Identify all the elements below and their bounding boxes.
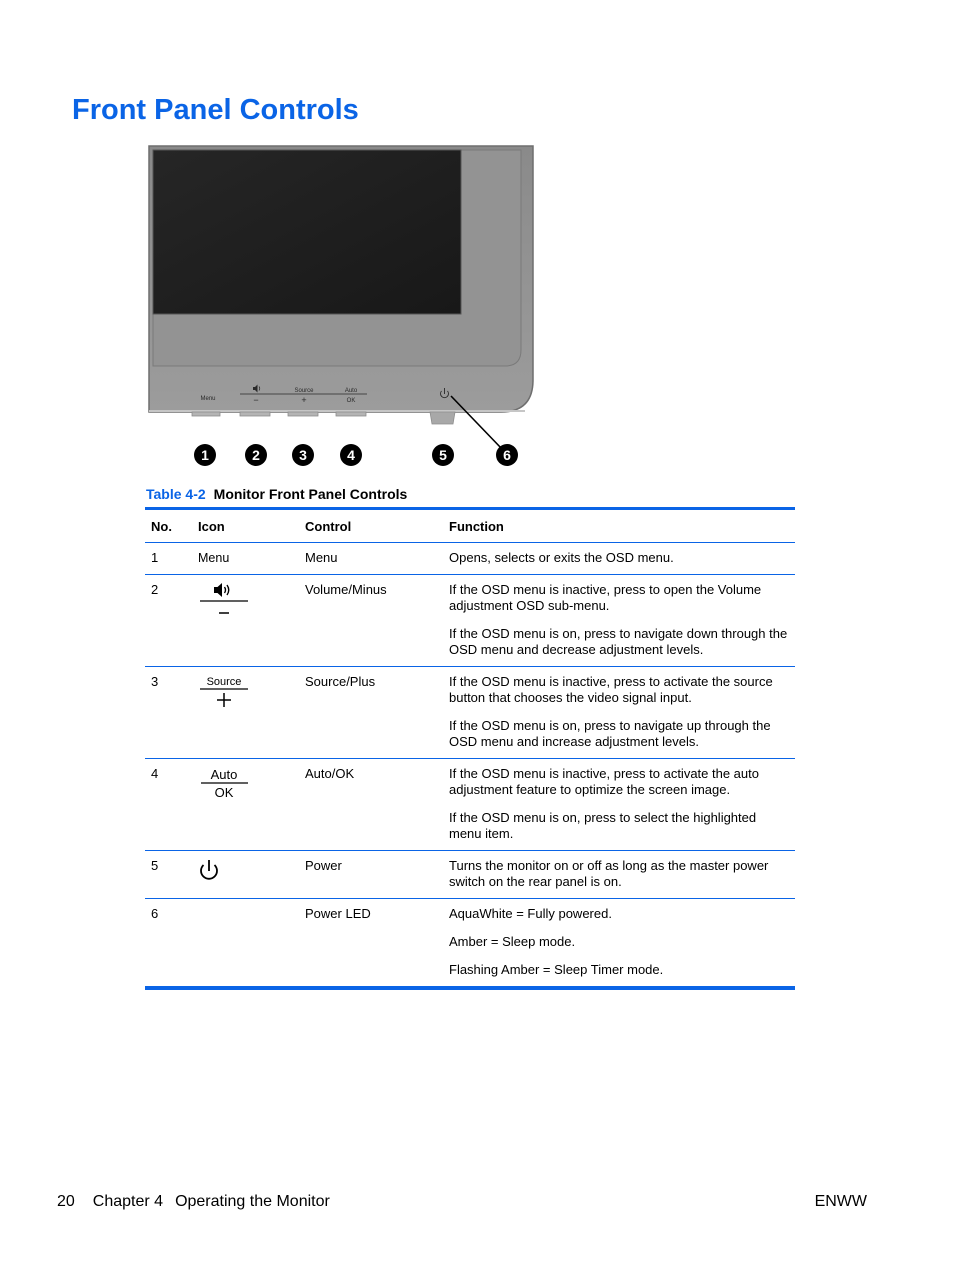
row-icon-cell	[192, 851, 299, 899]
row-icon-cell	[192, 759, 299, 851]
function-text: If the OSD menu is on, press to navigate up through the OSD menu and increase adjustment levels.	[449, 718, 771, 749]
row-number: 3	[145, 667, 192, 759]
table-caption	[146, 486, 407, 502]
function-text: If the OSD menu is inactive, press to activate the source button that chooses the video signal input.	[449, 674, 773, 705]
function-text: If the OSD menu is inactive, press to open the Volume adjustment OSD sub-menu.	[449, 582, 762, 613]
physical-button-menu	[192, 412, 220, 416]
row-function	[443, 543, 795, 575]
row-control: Menu	[299, 543, 443, 575]
row-icon-cell	[192, 543, 299, 575]
row-number: 4	[145, 759, 192, 851]
bezel-label-minus: −	[253, 395, 259, 405]
table-row	[145, 759, 795, 851]
physical-button-source-plus	[288, 412, 318, 416]
function-text: Turns the monitor on or off as long as the master power switch on the rear panel is on.	[449, 858, 769, 889]
page-footer-right: ENWW	[814, 1193, 867, 1210]
table-row	[145, 851, 795, 899]
row-number: 6	[145, 899, 192, 989]
row-control: Auto/OK	[299, 759, 443, 851]
svg-text:OK: OK	[214, 785, 234, 800]
table-caption-number: Table 4-2	[146, 486, 206, 502]
row-icon-cell	[192, 899, 299, 989]
page-footer-left	[57, 1193, 330, 1211]
row-control: Volume/Minus	[299, 575, 443, 667]
table-header-row	[145, 509, 795, 543]
table-row	[145, 899, 795, 989]
function-text: If the OSD menu is on, press to navigate down through the OSD menu and decrease adjustment levels.	[449, 626, 788, 657]
function-text: If the OSD menu is inactive, press to activate the auto adjustment feature to optimize the screen image.	[449, 766, 759, 797]
function-text: AquaWhite = Fully powered.	[449, 906, 612, 921]
svg-text:Menu: Menu	[198, 551, 230, 564]
header-no: No.	[145, 509, 192, 543]
table-caption-title: Monitor Front Panel Controls	[213, 486, 408, 502]
function-text: Flashing Amber = Sleep Timer mode.	[449, 962, 664, 977]
front-panel-controls-table	[145, 507, 795, 990]
bezel-label-auto: Auto	[344, 388, 358, 394]
row-function	[443, 851, 795, 899]
row-icon-cell	[192, 575, 299, 667]
page-number: 20	[57, 1193, 75, 1210]
row-number: 2	[145, 575, 192, 667]
table-row	[145, 543, 795, 575]
row-icon-cell	[192, 667, 299, 759]
callout-6-label: 6	[503, 447, 511, 463]
callout-1-label: 1	[201, 447, 209, 463]
row-number: 5	[145, 851, 192, 899]
volume-minus-icon	[198, 582, 258, 620]
row-function	[443, 759, 795, 851]
chapter-title: Operating the Monitor	[175, 1193, 330, 1210]
row-control: Power LED	[299, 899, 443, 989]
svg-text:Auto: Auto	[210, 767, 238, 782]
header-function: Function	[443, 509, 795, 543]
chapter-label: Chapter 4	[92, 1193, 164, 1210]
callout-2-label: 2	[252, 447, 260, 463]
row-function	[443, 899, 795, 989]
menu-label-icon	[198, 550, 238, 564]
callout-5-label: 5	[439, 447, 447, 463]
bezel-label-ok: OK	[346, 398, 356, 404]
bezel-label-menu: Menu	[200, 396, 216, 402]
svg-text:Source: Source	[206, 676, 242, 688]
table-row	[145, 575, 795, 667]
physical-button-volume-minus	[240, 412, 270, 416]
physical-button-auto-ok	[336, 412, 366, 416]
monitor-front-panel-figure	[145, 140, 537, 472]
monitor-front-panel-illustration	[145, 140, 537, 472]
auto-ok-icon	[198, 766, 258, 804]
callout-3-label: 3	[299, 447, 307, 463]
header-icon: Icon	[192, 509, 299, 543]
row-control: Power	[299, 851, 443, 899]
source-plus-icon	[198, 674, 258, 712]
row-number: 1	[145, 543, 192, 575]
header-control: Control	[299, 509, 443, 543]
row-function	[443, 575, 795, 667]
row-function	[443, 667, 795, 759]
function-text: Amber = Sleep mode.	[449, 934, 576, 949]
callout-4-label: 4	[347, 447, 355, 463]
physical-power-button	[430, 412, 455, 424]
power-icon	[198, 858, 228, 882]
table-row	[145, 667, 795, 759]
function-text: Opens, selects or exits the OSD menu.	[449, 550, 674, 565]
monitor-screen	[153, 150, 461, 314]
row-control: Source/Plus	[299, 667, 443, 759]
bezel-label-plus: +	[301, 395, 307, 405]
page-title: Front Panel Controls	[72, 94, 359, 126]
bezel-label-source: Source	[294, 388, 314, 394]
function-text: If the OSD menu is on, press to select the highlighted menu item.	[449, 810, 757, 841]
